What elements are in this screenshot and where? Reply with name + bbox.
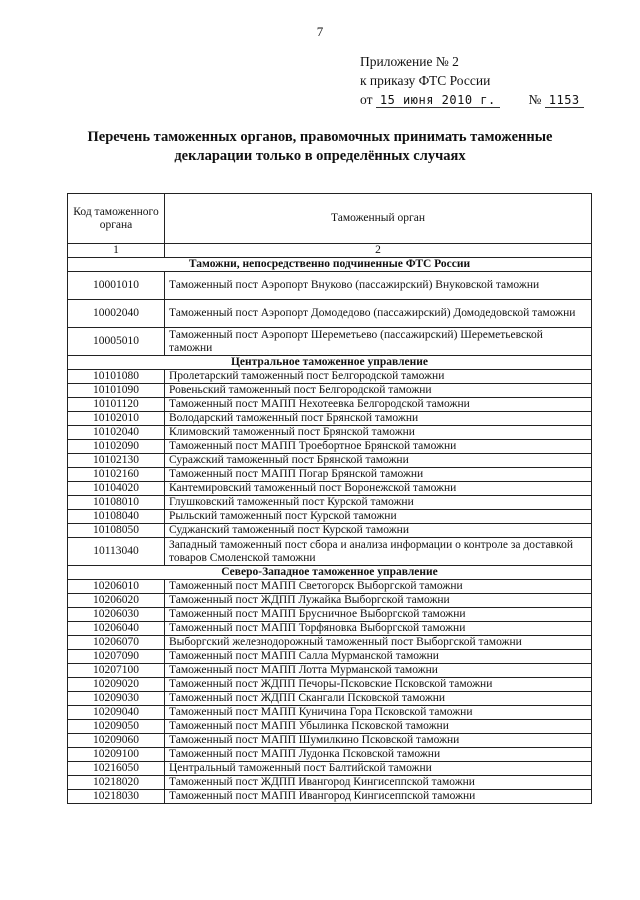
office-code: 10001010 bbox=[68, 272, 165, 300]
table-row bbox=[68, 384, 592, 398]
document-title-line-1: Перечень таможенных органов, правомочных принимать таможенные bbox=[87, 129, 553, 145]
office-name: Таможенный пост МАПП Лотта Мурманской таможни bbox=[165, 664, 592, 678]
office-name: Таможенный пост МАПП Шумилкино Псковской таможни bbox=[165, 734, 592, 748]
table-row bbox=[68, 538, 592, 566]
office-name: Таможенный пост МАПП Погар Брянской таможни bbox=[165, 468, 592, 482]
table-row bbox=[68, 524, 592, 538]
office-code: 10101090 bbox=[68, 384, 165, 398]
header-code: Код таможенного органа bbox=[68, 194, 165, 244]
date-prefix: от bbox=[360, 92, 373, 107]
office-code: 10108040 bbox=[68, 510, 165, 524]
table-row bbox=[68, 412, 592, 426]
office-code: 10102160 bbox=[68, 468, 165, 482]
office-code: 10102090 bbox=[68, 440, 165, 454]
appendix-title: Приложение № 2 bbox=[360, 54, 459, 69]
column-number-1: 1 bbox=[68, 244, 165, 258]
section-title: Таможни, непосредственно подчиненные ФТС России bbox=[68, 258, 592, 272]
office-name: Таможенный пост МАПП Салла Мурманской таможни bbox=[165, 650, 592, 664]
column-number-2: 2 bbox=[165, 244, 592, 258]
document-title bbox=[60, 128, 580, 166]
section-row bbox=[68, 566, 592, 580]
section-title: Центральное таможенное управление bbox=[68, 356, 592, 370]
table-row bbox=[68, 748, 592, 762]
table-row bbox=[68, 370, 592, 384]
order-date: 15 июня 2010 г. bbox=[376, 93, 500, 108]
order-number: 1153 bbox=[545, 93, 584, 108]
table-row bbox=[68, 454, 592, 468]
office-name: Глушковский таможенный пост Курской таможни bbox=[165, 496, 592, 510]
office-name: Таможенный пост МАПП Светогорск Выборгской таможни bbox=[165, 580, 592, 594]
office-code: 10104020 bbox=[68, 482, 165, 496]
office-code: 10209050 bbox=[68, 720, 165, 734]
office-name: Западный таможенный пост сбора и анализа информации о контроле за доставкой товаров Смоленской таможни bbox=[165, 538, 592, 566]
table-row bbox=[68, 594, 592, 608]
section-title: Северо-Западное таможенное управление bbox=[68, 566, 592, 580]
office-code: 10218030 bbox=[68, 790, 165, 804]
table-row bbox=[68, 272, 592, 300]
office-name: Таможенный пост МАПП Куничина Гора Псковской таможни bbox=[165, 706, 592, 720]
office-code: 10216050 bbox=[68, 762, 165, 776]
header-name: Таможенный орган bbox=[165, 194, 592, 244]
office-code: 10102010 bbox=[68, 412, 165, 426]
office-name: Кантемировский таможенный пост Воронежской таможни bbox=[165, 482, 592, 496]
office-name: Таможенный пост ЖДПП Скангали Псковской таможни bbox=[165, 692, 592, 706]
table-row bbox=[68, 300, 592, 328]
table-row bbox=[68, 664, 592, 678]
column-number-row bbox=[68, 244, 592, 258]
office-code: 10206070 bbox=[68, 636, 165, 650]
office-code: 10206010 bbox=[68, 580, 165, 594]
table-row bbox=[68, 608, 592, 622]
office-code: 10209100 bbox=[68, 748, 165, 762]
office-name: Таможенный пост ЖДПП Печоры-Псковские Псковской таможни bbox=[165, 678, 592, 692]
office-name: Таможенный пост ЖДПП Лужайка Выборгской таможни bbox=[165, 594, 592, 608]
office-name: Таможенный пост МАПП Ивангород Кингисеппской таможни bbox=[165, 790, 592, 804]
section-row bbox=[68, 258, 592, 272]
table-row bbox=[68, 776, 592, 790]
office-code: 10101080 bbox=[68, 370, 165, 384]
office-code: 10108010 bbox=[68, 496, 165, 510]
office-name: Таможенный пост МАПП Брусничное Выборгской таможни bbox=[165, 608, 592, 622]
table-row bbox=[68, 510, 592, 524]
office-code: 10108050 bbox=[68, 524, 165, 538]
office-code: 10206020 bbox=[68, 594, 165, 608]
section-row bbox=[68, 356, 592, 370]
table-row bbox=[68, 580, 592, 594]
document-title-line-2: декларации только в определённых случаях bbox=[174, 148, 466, 164]
office-name: Таможенный пост Аэропорт Шереметьево (пассажирский) Шереметьевской таможни bbox=[165, 328, 592, 356]
office-code: 10209060 bbox=[68, 734, 165, 748]
office-code: 10102130 bbox=[68, 454, 165, 468]
office-name: Таможенный пост МАПП Троебортное Брянской таможни bbox=[165, 440, 592, 454]
office-name: Таможенный пост МАПП Нехотеевка Белгородской таможни bbox=[165, 398, 592, 412]
office-code: 10206030 bbox=[68, 608, 165, 622]
table-row bbox=[68, 762, 592, 776]
customs-offices-table bbox=[67, 193, 592, 804]
table-row bbox=[68, 482, 592, 496]
table-row bbox=[68, 720, 592, 734]
office-code: 10102040 bbox=[68, 426, 165, 440]
number-prefix: № bbox=[528, 92, 542, 107]
office-name: Суражский таможенный пост Брянской таможни bbox=[165, 454, 592, 468]
table-body bbox=[68, 258, 592, 804]
table-header-row bbox=[68, 194, 592, 244]
table-row bbox=[68, 650, 592, 664]
page-number: 7 bbox=[316, 24, 324, 39]
table-row bbox=[68, 692, 592, 706]
office-code: 10101120 bbox=[68, 398, 165, 412]
office-name: Таможенный пост Аэропорт Домодедово (пассажирский) Домодедовской таможни bbox=[165, 300, 592, 328]
table-row bbox=[68, 468, 592, 482]
office-code: 10209030 bbox=[68, 692, 165, 706]
table-row bbox=[68, 790, 592, 804]
office-name: Таможенный пост МАПП Убылинка Псковской таможни bbox=[165, 720, 592, 734]
office-code: 10005010 bbox=[68, 328, 165, 356]
table-row bbox=[68, 426, 592, 440]
office-code: 10206040 bbox=[68, 622, 165, 636]
table-row bbox=[68, 636, 592, 650]
office-code: 10002040 bbox=[68, 300, 165, 328]
office-code: 10218020 bbox=[68, 776, 165, 790]
table-row bbox=[68, 398, 592, 412]
office-name: Рыльский таможенный пост Курской таможни bbox=[165, 510, 592, 524]
office-code: 10207100 bbox=[68, 664, 165, 678]
office-name: Пролетарский таможенный пост Белгородской таможни bbox=[165, 370, 592, 384]
office-name: Ровеньский таможенный пост Белгородской таможни bbox=[165, 384, 592, 398]
office-name: Суджанский таможенный пост Курской таможни bbox=[165, 524, 592, 538]
order-reference: к приказу ФТС России bbox=[360, 73, 491, 88]
table-row bbox=[68, 622, 592, 636]
order-date-line bbox=[360, 90, 584, 110]
office-name: Таможенный пост МАПП Торфяновка Выборгской таможни bbox=[165, 622, 592, 636]
office-name: Центральный таможенный пост Балтийской таможни bbox=[165, 762, 592, 776]
office-name: Таможенный пост ЖДПП Ивангород Кингисеппской таможни bbox=[165, 776, 592, 790]
office-name: Таможенный пост Аэропорт Внуково (пассажирский) Внуковской таможни bbox=[165, 272, 592, 300]
office-code: 10209040 bbox=[68, 706, 165, 720]
table-row bbox=[68, 496, 592, 510]
office-code: 10113040 bbox=[68, 538, 165, 566]
office-name: Таможенный пост МАПП Лудонка Псковской таможни bbox=[165, 748, 592, 762]
office-code: 10209020 bbox=[68, 678, 165, 692]
appendix-block bbox=[360, 52, 584, 110]
table-row bbox=[68, 328, 592, 356]
table-row bbox=[68, 678, 592, 692]
table-row bbox=[68, 440, 592, 454]
office-name: Володарский таможенный пост Брянской таможни bbox=[165, 412, 592, 426]
office-code: 10207090 bbox=[68, 650, 165, 664]
office-name: Климовский таможенный пост Брянской таможни bbox=[165, 426, 592, 440]
table-row bbox=[68, 734, 592, 748]
table-row bbox=[68, 706, 592, 720]
office-name: Выборгский железнодорожный таможенный пост Выборгской таможни bbox=[165, 636, 592, 650]
